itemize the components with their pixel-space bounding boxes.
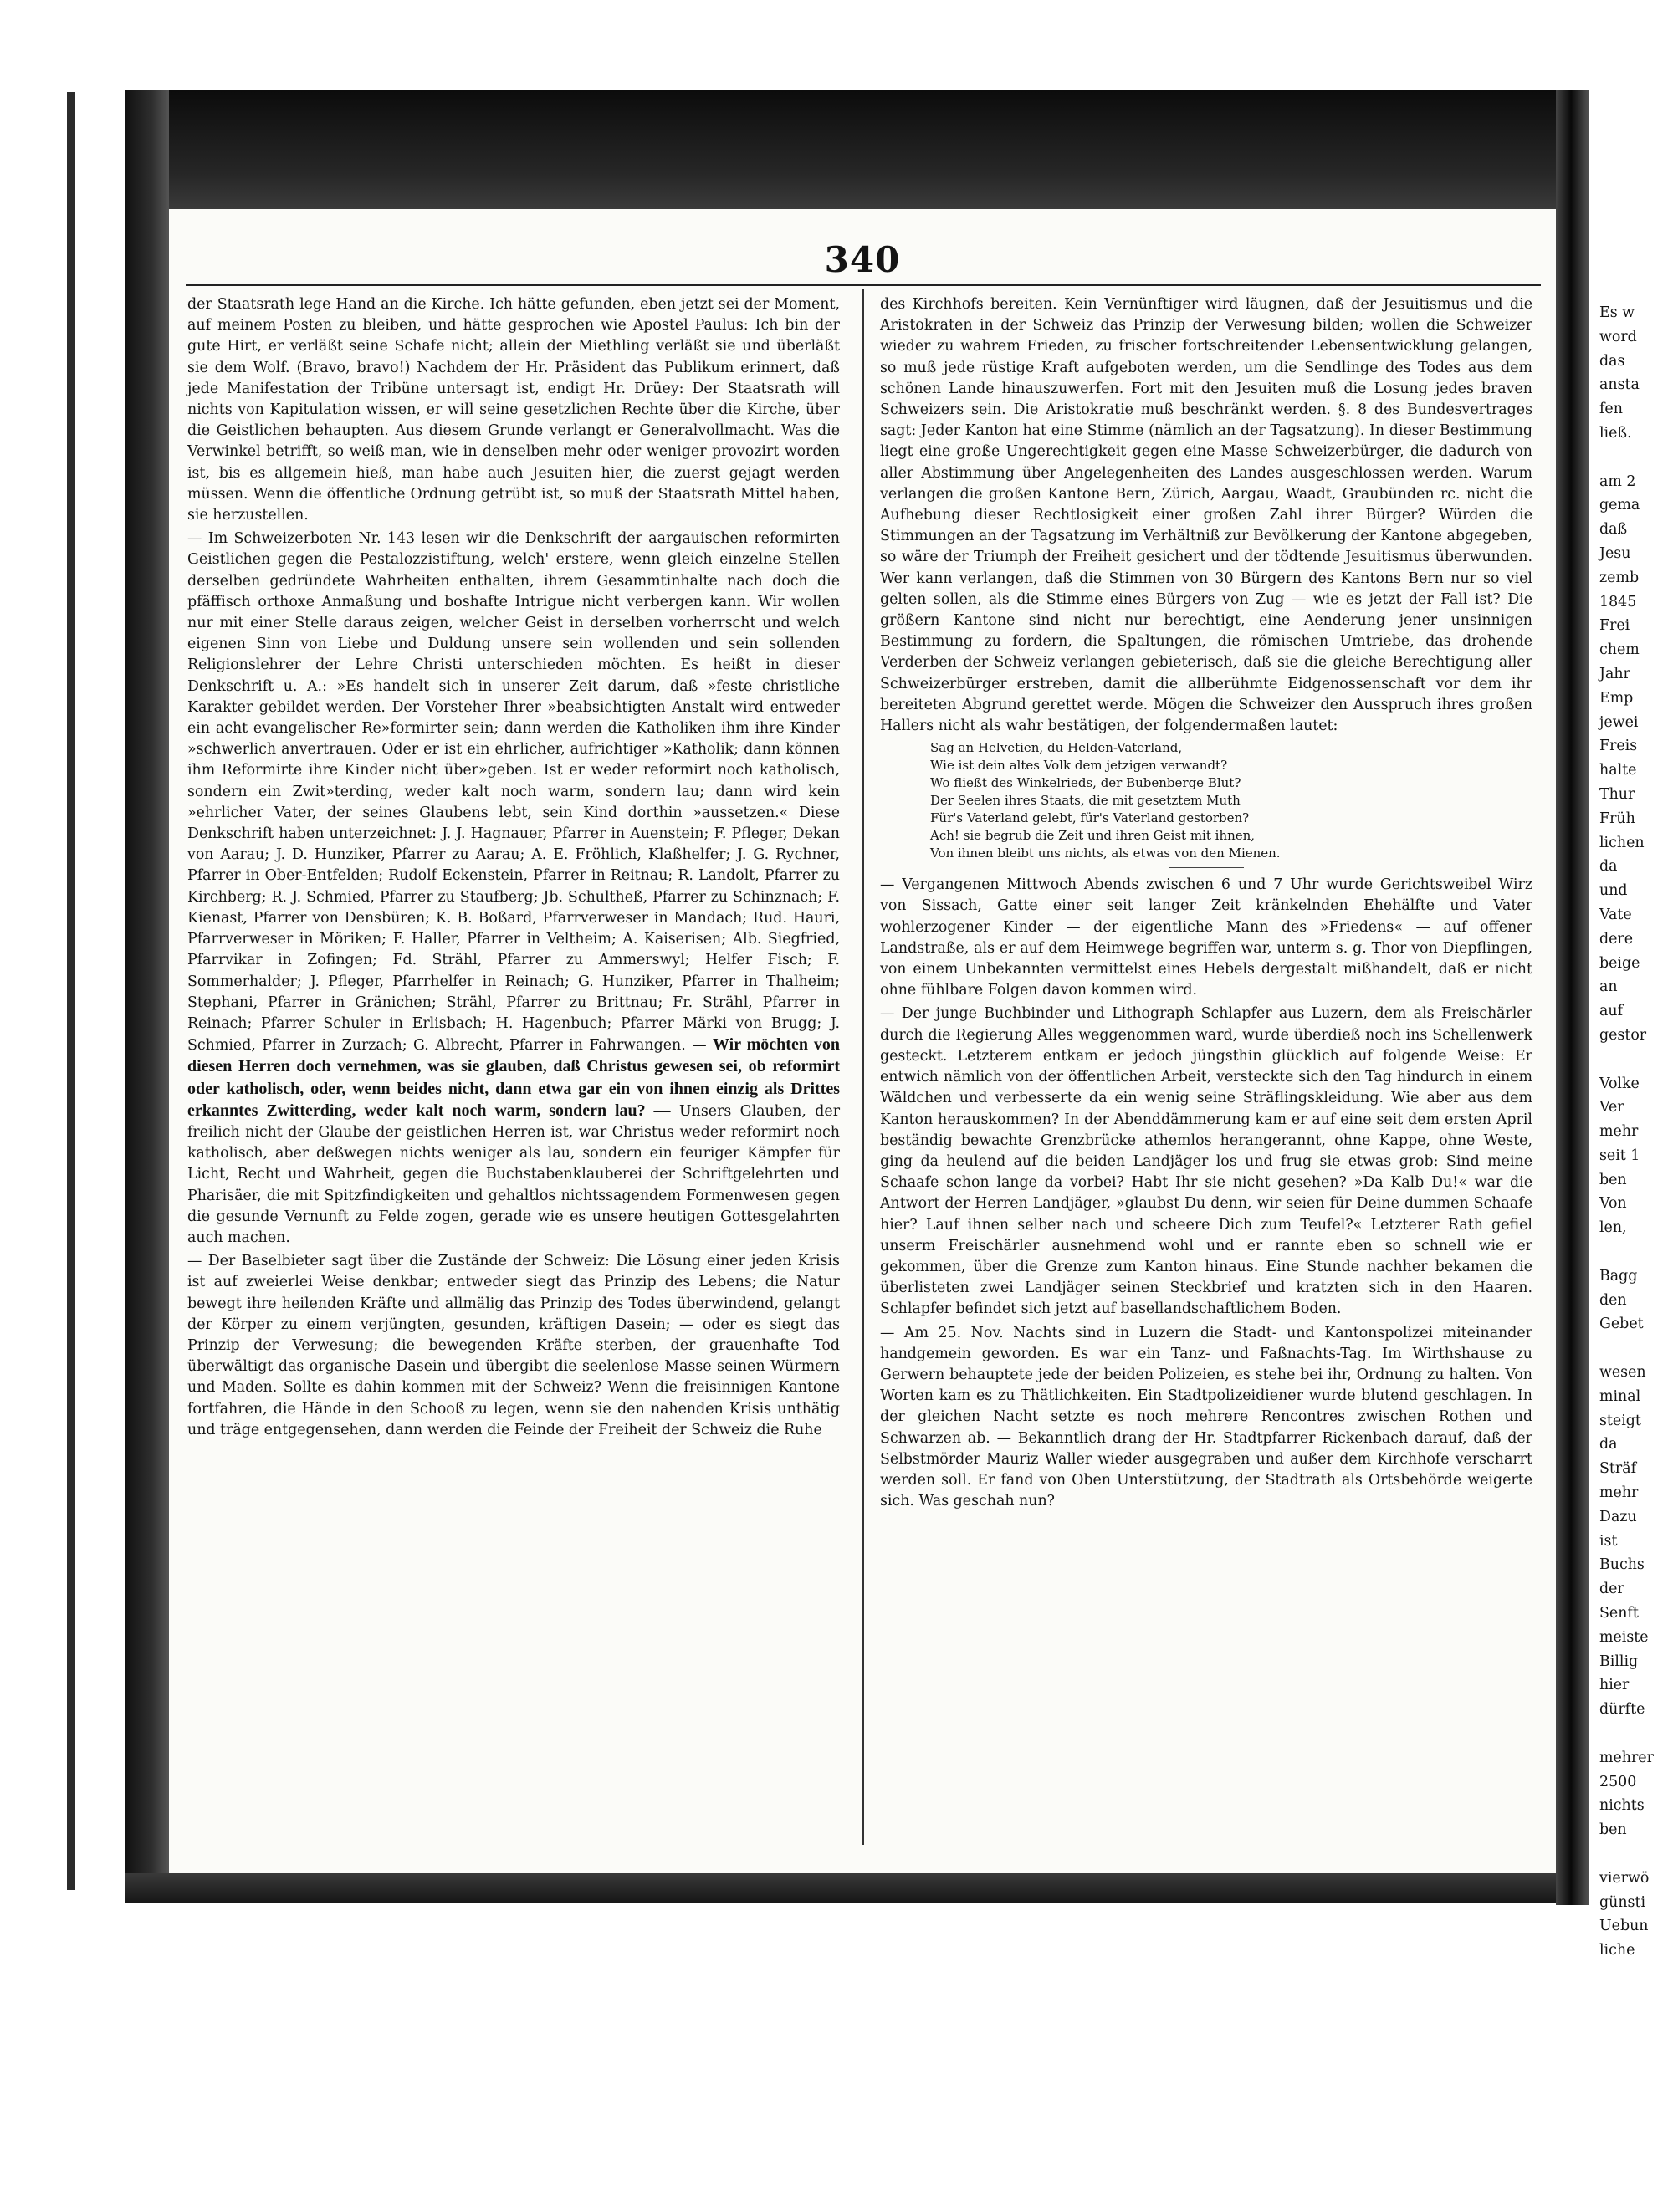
next-page-line: Vate <box>1599 906 1632 923</box>
next-page-line: Es w <box>1599 304 1635 321</box>
next-page-line: Emp <box>1599 689 1634 707</box>
next-page-line: len, <box>1599 1219 1627 1237</box>
next-page-line: meiste <box>1599 1628 1649 1646</box>
next-page-line: ist <box>1599 1532 1618 1550</box>
next-page-line: da <box>1599 858 1618 876</box>
previous-page-edge <box>67 92 75 1890</box>
statement-continuation: Unsers Glauben, der freilich nicht der Glaube der geistlichen Herren ist, war Christus weder reformirt noch katholisch, aber deßwegen nichts weniger als lau, sondern ein feuriger Kämpfer für Licht, Recht und Wahrheit, gegen die Buchstabenklauberei der Schriftgelehrten und Pharisäer, die mit Spitzfindigkeiten und gehaltlos nichtssagendem Formenwesen gegen die gesunde Vernunft zu Felde zogen, gerade wie es unsere heutigen Gottesgelahrten auch machen. <box>187 1102 841 1246</box>
poem-line: Der Seelen ihres Staats, die mit gesetztem Muth <box>930 793 1241 809</box>
next-page-line: günsti <box>1599 1893 1646 1911</box>
next-page-line: an <box>1599 978 1618 996</box>
page-number: 340 <box>824 239 901 280</box>
next-page-line: der <box>1599 1581 1624 1598</box>
poem-line: Sag an Helvetien, du Helden-Vaterland, <box>930 740 1183 756</box>
next-page-line: am 2 <box>1599 473 1636 490</box>
article-paragraph <box>187 529 840 1249</box>
next-page-line: Thur <box>1599 785 1635 803</box>
page-shadow-bottom <box>125 1873 1564 1903</box>
article-paragraph: — Vergangenen Mittwoch Abends zwischen 6 und 7 Uhr wurde Gerichtsweibel Wirz von Sissach, Gatte einer seit langer Zeit kränkelnden Ehehälfte und Vater wohlerzogener Kinder — der eigentliche Mann des »Friedens« — auf offener Landstraße, als er auf dem Heimwege begriffen war, unterm s. g. Thor von Diepflingen, von einem Unbekannten vermittelst eines Hebels dergestalt mißhandelt, daß er nicht ohne fühlbare Folgen davon kommen wird. <box>880 876 1532 999</box>
next-page-line: chem <box>1599 641 1640 659</box>
article-paragraph: — Der Baselbieter sagt über die Zustände der Schweiz: Die Lösung einer jeden Krisis ist auf zweierlei Weise denkbar; entweder siegt das Prinzip des Lebens; die Natur bewegt ihre heilenden Kräfte und allmälig das Prinzip des Todes überwindend, gelangt der Körper zu einem verjüngten, gesunden, kräftigen Dasein; — oder es siegt das Prinzip der Verwesung; die bewegenden Kräfte sterben, der grauenhafte Tod überwältigt das organische Dasein und übergibt die seelenlose Masse seinen Würmern und Maden. Sollte es dahin kommen mit der Schweiz? Wenn die freisinnigen Kantone fortfahren, die Hände in den Schooß zu legen, wenn sie den nahenden Krisis unthätig und träge entgegensehen, dann werden die Feinde der Freiheit der Schweiz die Ruhe <box>187 1253 840 1438</box>
page-shadow-top <box>125 90 1581 209</box>
next-page-line: Jahr <box>1599 665 1630 682</box>
next-page-line: mehr <box>1599 1123 1639 1141</box>
next-page-line: Volke <box>1599 1075 1640 1092</box>
next-page-line: gestor <box>1599 1026 1647 1044</box>
next-page-line: steigt <box>1599 1412 1641 1429</box>
next-page-line: ben <box>1599 1821 1627 1839</box>
next-page-line: und <box>1599 882 1628 900</box>
next-page-line: Dazu <box>1599 1508 1637 1525</box>
poem-line: Ach! sie begrub die Zeit und ihren Geist mit ihnen, <box>930 828 1256 844</box>
next-page-line: wesen <box>1599 1364 1646 1382</box>
next-page-line: liche <box>1599 1942 1635 1959</box>
next-page-line: mehrer <box>1599 1749 1654 1766</box>
next-page-line: word <box>1599 328 1637 345</box>
next-page-line: vierwö <box>1599 1869 1650 1887</box>
next-page-line: da <box>1599 1436 1618 1453</box>
next-page-line: Billig <box>1599 1653 1639 1670</box>
header-rule <box>186 284 1541 286</box>
left-column <box>187 294 840 1850</box>
bold-statement: Wir möchten von diesen Herren doch vernehmen, was sie glauben, daß Christus gewesen sei, ob reformirt oder katholisch, oder, wenn beides nicht, dann etwa gar ein von ihnen einzig als Drittes erkanntes Zwitterding, weder kalt noch warm, sondern lau? — <box>187 1035 841 1120</box>
next-page-line: halte <box>1599 762 1637 779</box>
next-page-line: seit 1 <box>1599 1147 1640 1164</box>
next-page-line: Jesu <box>1599 544 1631 562</box>
next-page-line: mehr <box>1599 1484 1639 1502</box>
next-page-line: Freis <box>1599 738 1638 755</box>
page-shadow-left <box>125 90 169 1897</box>
next-page-line: dürfte <box>1599 1701 1645 1719</box>
next-page-line: Bagg <box>1599 1267 1638 1285</box>
next-page-line: 2500 <box>1599 1773 1637 1791</box>
next-page-line: den <box>1599 1291 1627 1309</box>
next-page-line: gema <box>1599 497 1640 514</box>
next-page-line <box>1599 446 1673 470</box>
article-paragraph: des Kirchhofs bereiten. Kein Vernünftiger wird läugnen, daß der Jesuitismus und die Aristokraten in der Schweiz das Prinzip der Verwesung bilden; wollen die Schweizer wieder zu wahrem Frieden, zu frischer fortschreitender Lebensentwicklung gelangen, so muß jede rüstige Kraft aufgeboten werden, um die Sendlinge des Todes aus dem schönen Lande hinauszuwerfen. Fort mit den Jesuiten muß die Losung jedes braven Schweizers sein. Die Aristokratie muß beschränkt werden. §. 8 des Bundesvertrages sagt: Jeder Kanton hat eine Stimme (nämlich an der Tagsatzung). In dieser Bestimmung liegt eine große Ungerechtigkeit gegen eine Masse Schweizerbürger, die dadurch von aller Abstimmung über Angelegenheiten des Landes ausgeschlossen werden. Warum verlangen die großen Kantone Bern, Zürich, Aargau, Waadt, Graubünden rc. nicht die Aufhebung dieser Rechtlosigkeit einer großen Zahl ihrer Bürger? Würden die Stimmungen an der Tagsatzung im Verhältniß zur Bevölkerung der Kantone abgegeben, so wäre der Triumph der Freiheit gesichert und der tödtende Jesuitismus überwunden. Wer kann verlangen, daß die Stimmen von 30 Bürgern des Kantons Bern nur so viel gelten sollen, als die Stimme eines Bürgers von Zug — wie es jetzt der Fall ist? Die größern Kantone sind nicht nur berechtigt, eine Aenderung jener unsinnigen Bestimmung zu fordern, die Spaltungen, die römischen Umtriebe, das drohende Verderben der Schweiz verlangen gebieterisch, daß sie die gleiche Berechtigung aller Schweizerbürger erstreben, damit die allberühmte Eidgenossenschaft vor dem ihr bereiteten Abgrund gerettet werde. Mögen die Schweizer den Ausspruch ihres großen Hallers nicht als wahr bestätigen, der folgendermaßen lautet: <box>880 296 1532 735</box>
next-page-line: jewei <box>1599 713 1639 731</box>
next-page-line: fen <box>1599 401 1623 418</box>
next-page-line: daß <box>1599 521 1628 539</box>
book-gutter <box>1556 90 1589 1905</box>
poem-line: Für's Vaterland gelebt, für's Vaterland gestorben? <box>930 810 1250 826</box>
article-paragraph: der Staatsrath lege Hand an die Kirche. Ich hätte gefunden, eben jetzt sei der Moment, auf meinem Posten zu bleiben, und hätte gesprochen wie Apostel Paulus: Ich bin der gute Hirt, er verläßt seine Schafe nicht; allein der Miethling verläßt sie und überläßt sie dem Wolf. (Bravo, bravo!) Nachdem der Hr. Präsident das Publikum erinnert, daß jede Manifestation der Tribüne untersagt ist, endigt Hr. Drüey: Der Staatsrath will nichts von Kapitulation wissen, er will seine gesetzlichen Rechte über die Kirche, über die Geistlichen behaupten. Aus diesem Grunde verlangt er Generalvollmacht. Was die Verwinkel betrifft, so weiß man, wie in denselben mehr oder weniger provozirt worden ist, bis es allgemein hieß, man habe auch Jesuiten hier, die zuerst gejagt werden müssen. Wenn die öffentliche Ordnung getrübt ist, so muß der Staatsrath Mittel haben, sie herzustellen. <box>187 296 840 524</box>
poem-line: Wo fließt des Winkelrieds, der Bubenberge Blut? <box>930 775 1241 791</box>
next-page-line: Buchs <box>1599 1556 1645 1574</box>
next-page-line: minal <box>1599 1387 1641 1405</box>
denkschrift-text: — Im Schweizerboten Nr. 143 lesen wir die Denkschrift der aargauischen reformirten Geistlichen gegen die Pestalozzistiftung, welch' erstere, wenn gleich einzelne Stellen derselben gedründete Wahrheiten enthalten, ihrem Gesammtinhalte nach doch die pfäffisch orthoxe Anmaßung und boshafte Intrigue nicht verbergen kann. Wir wollen nur mit einer Stelle daraus zeigen, welcher Geist in derselben vorherrscht und welch eigenen Sinn von Liebe und Duldung unsere sein wollenden und sein sollenden Religionslehrer der Lehre Christi unterschieden möchten. Es heißt in dieser Denkschrift u. A.: »Es handelt sich in unserer Zeit darum, daß »feste christliche Karakter gebildet werden. Der Vorsteher Ihrer »beabsichtigten Anstalt wird entweder ein acht evangelischer Re»formirter sein; dann werden die Katholiken ihm ihre Kinder »schwerlich anvertrauen. Oder er ist ein ehrlicher, aufrichtiger »Katholik; dann können ihm Reformirte ihre Kinder nicht über»geben. Ist er weder reformirt noch katholisch, sondern ein Zwit»terding, weder kalt noch warm, sondern lau; dann wird kein »ehrlicher Vater, der seines Glaubens lebt, sein Kind dorthin »aussetzen.« Diese Denkschrift haben unterzeichnet: J. J. Hagnauer, Pfarrer in Auenstein; F. Pfleger, Dekan von Aarau; J. D. Hunziker, Pfarrer zu Aarau; A. E. Fröhlich, Klaßhelfer; J. G. Rychner, Pfarrer in Ober-Entfelden; Rudolf Eckenstein, Pfarrer in Reitnau; R. Landolt, Pfarrer zu Kirchberg; R. J. Schmied, Pfarrer zu Staufberg; Jb. Schultheß, Pfarrer zu Schinznach; F. Kienast, Pfarrer von Densbüren; K. B. Boßard, Pfarrverweser in Mandach; Rud. Hauri, Pfarrverweser in Möriken; F. Haller, Pfarrer in Veltheim; A. Kaiserisen; Alb. Siegfried, Pfarrvikar in Zofingen; Fd. Strähl, Pfarrer zu Ammerswyl; Helfer Fisch; F. Sommerhalder; J. Pfleger, Pfarrhelfer in Reinach; G. Hunziker, Pfarrer in Thalheim; Stephani, Pfarrer in Gränichen; Strähl, Pfarrer zu Brittnau; Fr. Strähl, Pfarrer in Reinach; Pfarrer Schuler in Erlisbach; H. Hagenbuch; Pfarrer Märki von Brugg; J. Schmied, Pfarrer in Zurzach; G. Albrecht, Pfarrer in Fahrwangen. — <box>187 530 840 1055</box>
next-page-line: Gebet <box>1599 1315 1644 1333</box>
poem-line: Von ihnen bleibt uns nichts, als etwas von den Mienen. <box>930 845 1281 861</box>
next-page-line: Früh <box>1599 810 1635 827</box>
column-divider <box>862 289 864 1845</box>
article-paragraph: — Der junge Buchbinder und Lithograph Schlapfer aus Luzern, dem als Freischärler durch die Regierung Alles weggenommen ward, wurde überdieß noch ins Schellenwerk gesteckt. Letzterem entkam er jedoch jüngsthin glücklich auf folgende Weise: Er entwich nämlich von der öffentlichen Arbeit, versteckte sich den Tag hindurch in einem Wäldchen und verbesserte da ein wenig seine Sträflingskleidung. Wie aber aus dem Kanton herauskommen? In der Abenddämmerung kam er auf eine seit dem ersten April beständig bewachte Grenzbrücke athemlos herangerannt, ohne Kappe, ohne Weste, ging da heulend auf die beiden Landjäger los und frug sie etwas grob: Sind meine Schaafe schon lange da vorbei? Habt Ihr sie nicht gesehen? »Da Kalb Du!« war die Antwort der Herren Landjäger, »glaubst Du denn, wir seien für Deine dummen Schaafe hier? Lauf ihnen selber nach und scheere Dich zum Teufel?« Letzterer Rath gefiel unserm Freischärler ausnehmend wohl und er rannte eben so schnell wie er gekommen, über die Grenze zum Kanton hinaus. Eine Stunde nachher bekamen die überlisteten zwei Landjäger seinen Steckbrief und kratzten sich in den Haaren. Schlapfer befindet sich jetzt auf basellandschaftlichem Boden. <box>880 1005 1532 1318</box>
next-page-line: 1845 <box>1599 593 1637 610</box>
poem-quote <box>880 739 1532 862</box>
next-page-line: nichts <box>1599 1797 1645 1815</box>
next-page-line: Von <box>1599 1195 1627 1213</box>
next-page-line: Frei <box>1599 617 1630 635</box>
next-page-line <box>1599 1048 1673 1072</box>
next-page-line: ließ. <box>1599 424 1632 442</box>
next-page-line: lichen <box>1599 834 1645 851</box>
next-page-line: auf <box>1599 1003 1624 1020</box>
next-page-line: Senft <box>1599 1605 1639 1622</box>
next-page-line: Ver <box>1599 1099 1624 1116</box>
article-paragraph: — Am 25. Nov. Nachts sind in Luzern die Stadt- und Kantonspolizei miteinander handgemein geworden. Es war ein Tanz- und Faßnachts-Tag. Im Wirthshause zu Gerwern behauptete jede der beiden Polizeien, es stehe bei ihr, Ordnung zu halten. Von Worten kam es zu Thätlichkeiten. Ein Stadtpolizeidiener wurde blutend geschlagen. In der gleichen Nacht setzte es noch mehrere Rencontres zwischen Rothen und Schwarzen ab. — Bekanntlich drang der Hr. Stadtpfarrer Rickenbach darauf, daß der Selbstmörder Mauriz Waller wieder ausgegraben und außer dem Kirchhofe verscharrt werden soll. Er fand von Oben Unterstützung, der Stadtrath als Ortsbehörde weigerte sich. Was geschah nun? <box>880 1324 1532 1510</box>
article-separator <box>1169 867 1244 868</box>
right-column <box>880 294 1532 1850</box>
next-page-line: hier <box>1599 1677 1630 1694</box>
next-page-line: dere <box>1599 930 1634 948</box>
next-page-line: Uebun <box>1599 1918 1649 1935</box>
next-page-line <box>1599 1722 1673 1746</box>
newspaper-page <box>169 209 1556 1873</box>
next-page-line <box>1599 1842 1673 1867</box>
next-page-line: ben <box>1599 1171 1627 1188</box>
next-page-line: ansta <box>1599 376 1640 394</box>
next-page-line: zemb <box>1599 569 1640 586</box>
next-page-line: beige <box>1599 954 1640 972</box>
next-page-line: Sträf <box>1599 1460 1637 1478</box>
next-page-line: das <box>1599 352 1625 370</box>
next-page-line <box>1599 1336 1673 1361</box>
next-page-line <box>1599 1240 1673 1264</box>
poem-line: Wie ist dein altes Volk dem jetzigen verwandt? <box>930 758 1228 774</box>
next-page-fragment <box>1599 301 1673 1959</box>
